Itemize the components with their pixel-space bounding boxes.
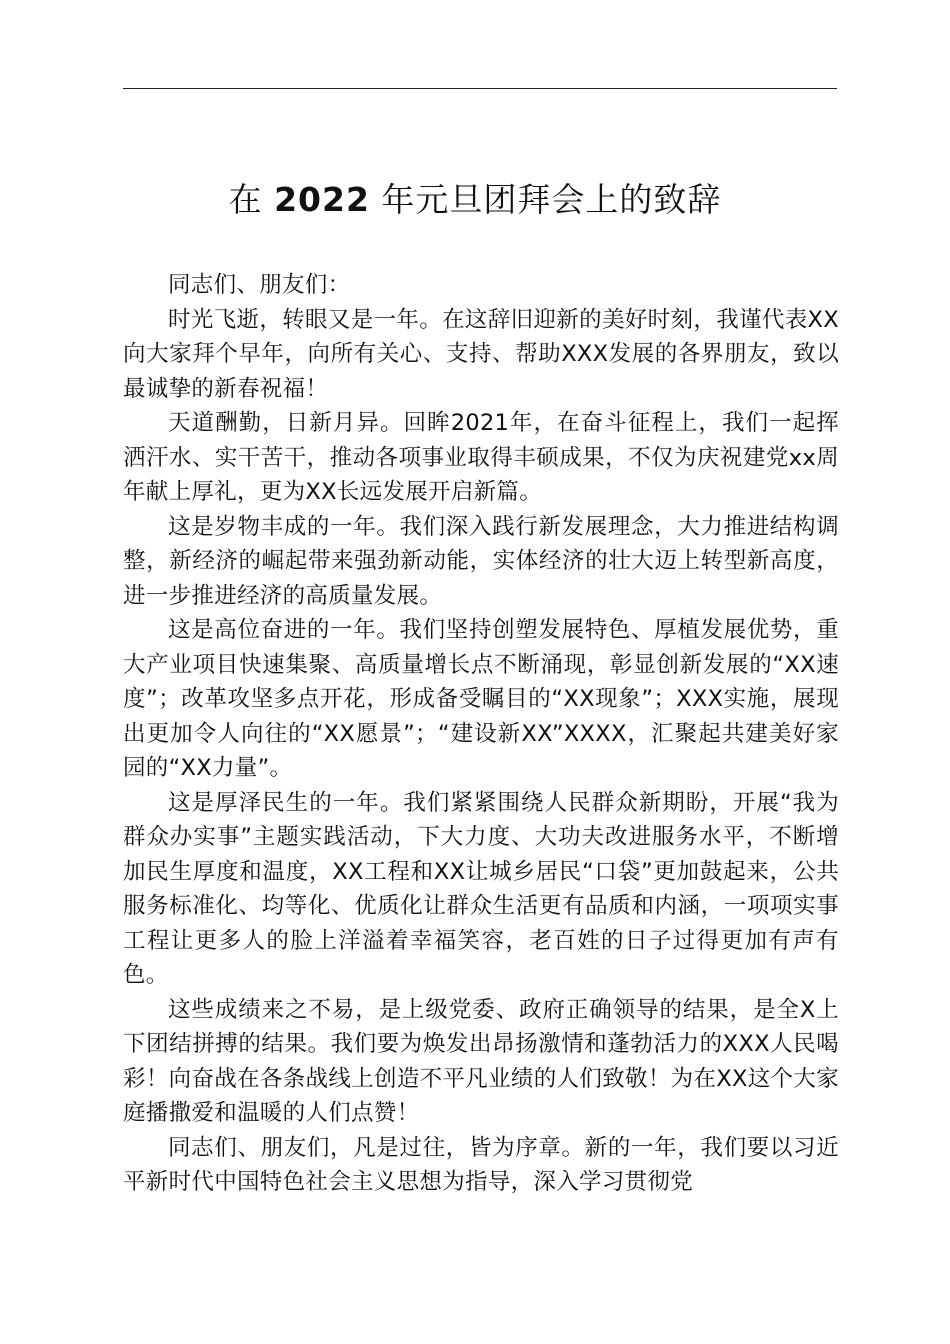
title-prefix: 在 (228, 180, 263, 219)
header-rule (123, 88, 837, 89)
title-year: 2022 (274, 180, 370, 219)
salutation-paragraph: 同志们、朋友们： (168, 272, 351, 298)
body-paragraph: 同志们、朋友们，凡是过往，皆为序章。新的一年，我们要以习近平新时代中国特色社会主义思想为指导，深入学习贯彻党 (123, 1134, 839, 1195)
body-paragraph: 这是厚泽民生的一年。我们紧紧围绕人民群众新期盼，开展“我为群众办实事”主题实践活动，下大力度、大功夫改进服务水平，不断增加民生厚度和温度，XX工程和XX让城乡居民“口袋”更加鼓起来，公共服务标准化、均等化、优质化让群众生活更有品质和内涵，一项项实事工程让更多人的脸上洋溢着幸福笑容，老百姓的日子过得更加有声有色。 (123, 789, 839, 988)
document-body (123, 268, 839, 1200)
body-paragraph: 天道酬勤，日新月异。回眸2021年，在奋斗征程上，我们一起挥洒汗水、实干苦干，推动各项事业取得丰硕成果，不仅为庆祝建党xx周年献上厚礼，更为XX长远发展开启新篇。 (123, 410, 839, 505)
title-suffix: 年元旦团拜会上的致辞 (381, 180, 722, 219)
document-title (0, 172, 950, 228)
body-paragraph: 时光飞逝，转眼又是一年。在这辞旧迎新的美好时刻，我谨代表XX向大家拜个早年，向所有关心、支持、帮助XXX发展的各界朋友，致以最诚挚的新春祝福！ (123, 306, 839, 402)
body-paragraph: 这是高位奋进的一年。我们坚持创塑发展特色、厚植发展优势，重大产业项目快速集聚、高质量增长点不断涌现，彰显创新发展的“XX速度”；改革攻坚多点开花，形成备受瞩目的“XX现象”；XXX实施，展现出更加令人向往的“XX愿景”；“建设新XX”XXXX，汇聚起共建美好家园的“XX力量”。 (123, 617, 839, 781)
body-paragraph: 这是岁物丰成的一年。我们深入践行新发展理念，大力推进结构调整，新经济的崛起带来强劲新动能，实体经济的壮大迈上转型新高度，进一步推进经济的高质量发展。 (123, 513, 839, 609)
body-paragraph: 这些成绩来之不易，是上级党委、政府正确领导的结果，是全X上下团结拼搏的结果。我们要为焕发出昂扬激情和蓬勃活力的XXX人民喝彩！向奋战在各条战线上创造不平凡业绩的人们致敬！为在XX这个大家庭播撒爱和温暖的人们点赞！ (123, 996, 839, 1126)
